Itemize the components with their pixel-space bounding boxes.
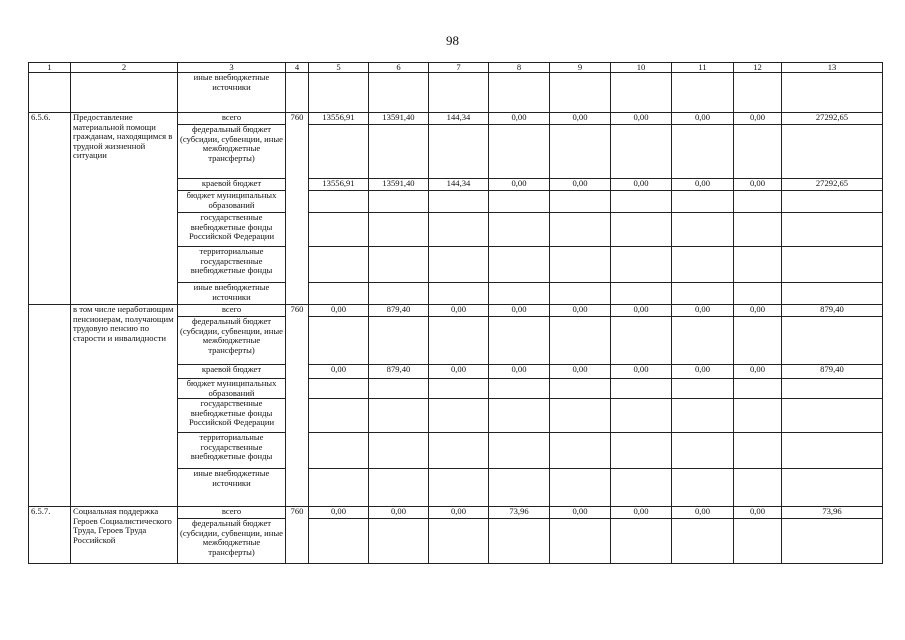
value-cell	[734, 469, 782, 507]
value-cell	[672, 191, 734, 213]
value-cell	[611, 317, 672, 365]
value-cell	[489, 317, 550, 365]
value-cell	[369, 317, 429, 365]
value-cell: 0,00	[429, 305, 489, 317]
value-cell	[782, 399, 883, 433]
value-cell	[782, 433, 883, 469]
funding-source: краевой бюджет	[178, 365, 286, 379]
value-cell: 0,00	[734, 507, 782, 519]
value-cell	[369, 191, 429, 213]
value-cell	[429, 379, 489, 399]
column-number: 2	[71, 63, 178, 73]
value-cell	[550, 469, 611, 507]
value-cell	[369, 469, 429, 507]
funding-source: федеральный бюджет (субсидии, субвенции, иные межбюджетные трансферты)	[178, 519, 286, 564]
value-cell: 13556,91	[309, 179, 369, 191]
value-cell	[429, 283, 489, 305]
value-cell	[782, 213, 883, 247]
value-cell: 0,00	[734, 179, 782, 191]
value-cell	[782, 247, 883, 283]
value-cell	[782, 519, 883, 564]
value-cell	[429, 191, 489, 213]
funding-row	[29, 113, 883, 125]
value-cell	[309, 399, 369, 433]
value-cell	[611, 379, 672, 399]
funding-source: всего	[178, 305, 286, 317]
column-number: 5	[309, 63, 369, 73]
value-cell	[550, 283, 611, 305]
value-cell	[734, 317, 782, 365]
funding-source: федеральный бюджет (субсидии, субвенции, иные межбюджетные трансферты)	[178, 125, 286, 179]
value-cell	[782, 379, 883, 399]
value-cell	[672, 247, 734, 283]
value-cell	[672, 399, 734, 433]
value-cell	[734, 519, 782, 564]
value-cell: 0,00	[734, 365, 782, 379]
value-cell	[672, 379, 734, 399]
value-cell	[782, 469, 883, 507]
value-cell: 144,34	[429, 113, 489, 125]
value-cell	[489, 469, 550, 507]
value-cell: 0,00	[611, 305, 672, 317]
funding-source: бюджет муниципальных образований	[178, 379, 286, 399]
value-cell: 0,00	[309, 365, 369, 379]
value-cell: 0,00	[672, 507, 734, 519]
code-cell: 760	[286, 305, 309, 507]
value-cell: 0,00	[734, 113, 782, 125]
funding-row	[29, 305, 883, 317]
value-cell: 27292,65	[782, 113, 883, 125]
code-cell: 760	[286, 113, 309, 305]
value-cell: 0,00	[734, 305, 782, 317]
value-cell	[309, 191, 369, 213]
funding-source: территориальные государственные внебюджетные фонды	[178, 247, 286, 283]
value-cell	[309, 247, 369, 283]
value-cell	[734, 213, 782, 247]
funding-source: всего	[178, 507, 286, 519]
value-cell	[672, 317, 734, 365]
column-number: 6	[369, 63, 429, 73]
value-cell	[309, 213, 369, 247]
value-cell: 13556,91	[309, 113, 369, 125]
value-cell: 0,00	[489, 179, 550, 191]
value-cell: 73,96	[782, 507, 883, 519]
page-number: 98	[446, 33, 459, 48]
value-cell: 0,00	[611, 113, 672, 125]
column-number: 11	[672, 63, 734, 73]
value-cell	[429, 247, 489, 283]
value-cell	[734, 433, 782, 469]
value-cell: 0,00	[672, 113, 734, 125]
value-cell	[429, 399, 489, 433]
value-cell	[489, 519, 550, 564]
funding-source: федеральный бюджет (субсидии, субвенции, иные межбюджетные трансферты)	[178, 317, 286, 365]
value-cell	[429, 317, 489, 365]
value-cell: 0,00	[611, 365, 672, 379]
funding-source: иные внебюджетные источники	[178, 469, 286, 507]
value-cell: 0,00	[550, 305, 611, 317]
value-cell	[550, 433, 611, 469]
value-cell: 0,00	[672, 179, 734, 191]
column-number: 1	[29, 63, 71, 73]
value-cell: 0,00	[309, 507, 369, 519]
value-cell	[734, 191, 782, 213]
section-code: 6.5.7.	[29, 507, 71, 564]
value-cell	[672, 213, 734, 247]
section-code: 6.5.6.	[29, 113, 71, 305]
value-cell: 0,00	[550, 507, 611, 519]
value-cell: 879,40	[782, 305, 883, 317]
value-cell	[369, 379, 429, 399]
column-number: 13	[782, 63, 883, 73]
column-number: 3	[178, 63, 286, 73]
value-cell	[309, 519, 369, 564]
section-name: Предоставление материальной помощи гражданам, находящимся в трудной жизненной ситуации	[71, 113, 178, 305]
value-cell	[309, 283, 369, 305]
value-cell	[369, 283, 429, 305]
value-cell	[550, 519, 611, 564]
value-cell: 0,00	[489, 113, 550, 125]
value-cell	[429, 519, 489, 564]
value-cell: 879,40	[782, 365, 883, 379]
value-cell	[782, 283, 883, 305]
value-cell: 0,00	[672, 305, 734, 317]
value-cell	[369, 125, 429, 179]
value-cell: 0,00	[611, 179, 672, 191]
value-cell: 0,00	[429, 507, 489, 519]
value-cell	[672, 469, 734, 507]
budget-table	[28, 62, 883, 564]
value-cell	[309, 317, 369, 365]
value-cell	[489, 283, 550, 305]
value-cell: 27292,65	[782, 179, 883, 191]
column-number: 10	[611, 63, 672, 73]
value-cell	[309, 379, 369, 399]
value-cell	[611, 399, 672, 433]
value-cell	[611, 433, 672, 469]
value-cell	[489, 125, 550, 179]
column-number: 8	[489, 63, 550, 73]
value-cell: 0,00	[429, 365, 489, 379]
continuation-row	[29, 73, 883, 113]
funding-source: краевой бюджет	[178, 179, 286, 191]
value-cell: 0,00	[672, 365, 734, 379]
column-number: 9	[550, 63, 611, 73]
value-cell	[734, 399, 782, 433]
value-cell: 879,40	[369, 365, 429, 379]
value-cell	[309, 433, 369, 469]
section-code	[29, 305, 71, 507]
value-cell	[550, 317, 611, 365]
code-cell: 760	[286, 507, 309, 564]
value-cell: 13591,40	[369, 179, 429, 191]
funding-source: государственные внебюджетные фонды Российской Федерации	[178, 213, 286, 247]
value-cell	[611, 469, 672, 507]
value-cell	[782, 317, 883, 365]
value-cell	[734, 247, 782, 283]
value-cell	[672, 125, 734, 179]
value-cell	[611, 283, 672, 305]
value-cell: 0,00	[550, 365, 611, 379]
value-cell	[550, 247, 611, 283]
funding-row	[29, 507, 883, 519]
value-cell: 13591,40	[369, 113, 429, 125]
value-cell	[429, 125, 489, 179]
column-number: 4	[286, 63, 309, 73]
value-cell: 0,00	[611, 507, 672, 519]
section-name: в том числе неработающим пенсионерам, получающим трудовую пенсию по старости и инвалидности	[71, 305, 178, 507]
value-cell	[611, 247, 672, 283]
value-cell: 879,40	[369, 305, 429, 317]
column-number: 12	[734, 63, 782, 73]
value-cell	[429, 433, 489, 469]
value-cell	[369, 213, 429, 247]
value-cell	[489, 379, 550, 399]
funding-source: иные внебюджетные источники	[178, 283, 286, 305]
funding-source: бюджет муниципальных образований	[178, 191, 286, 213]
value-cell	[369, 519, 429, 564]
value-cell	[489, 399, 550, 433]
value-cell	[734, 125, 782, 179]
value-cell	[672, 283, 734, 305]
value-cell	[429, 469, 489, 507]
value-cell	[309, 125, 369, 179]
value-cell: 0,00	[489, 305, 550, 317]
value-cell	[550, 399, 611, 433]
value-cell	[550, 213, 611, 247]
value-cell	[489, 213, 550, 247]
value-cell	[611, 125, 672, 179]
value-cell	[782, 125, 883, 179]
value-cell: 0,00	[550, 179, 611, 191]
value-cell	[369, 247, 429, 283]
value-cell: 0,00	[489, 365, 550, 379]
value-cell	[550, 379, 611, 399]
value-cell	[309, 469, 369, 507]
value-cell: 0,00	[369, 507, 429, 519]
value-cell	[489, 247, 550, 283]
value-cell	[734, 379, 782, 399]
column-number-row	[29, 63, 883, 73]
table-body	[29, 63, 883, 564]
value-cell	[672, 433, 734, 469]
column-number: 7	[429, 63, 489, 73]
value-cell: 144,34	[429, 179, 489, 191]
funding-source: государственные внебюджетные фонды Российской Федерации	[178, 399, 286, 433]
value-cell	[369, 433, 429, 469]
value-cell	[611, 519, 672, 564]
value-cell	[782, 191, 883, 213]
value-cell	[611, 213, 672, 247]
funding-source: территориальные государственные внебюджетные фонды	[178, 433, 286, 469]
value-cell	[429, 213, 489, 247]
value-cell	[489, 191, 550, 213]
value-cell	[734, 283, 782, 305]
value-cell	[369, 399, 429, 433]
value-cell: 73,96	[489, 507, 550, 519]
value-cell	[550, 125, 611, 179]
funding-source: иные внебюджетные источники	[178, 73, 286, 113]
value-cell	[611, 191, 672, 213]
value-cell	[672, 519, 734, 564]
value-cell: 0,00	[550, 113, 611, 125]
section-name: Социальная поддержка Героев Социалистического Труда, Героев Труда Российской	[71, 507, 178, 564]
value-cell	[489, 433, 550, 469]
value-cell: 0,00	[309, 305, 369, 317]
funding-source: всего	[178, 113, 286, 125]
value-cell	[550, 191, 611, 213]
